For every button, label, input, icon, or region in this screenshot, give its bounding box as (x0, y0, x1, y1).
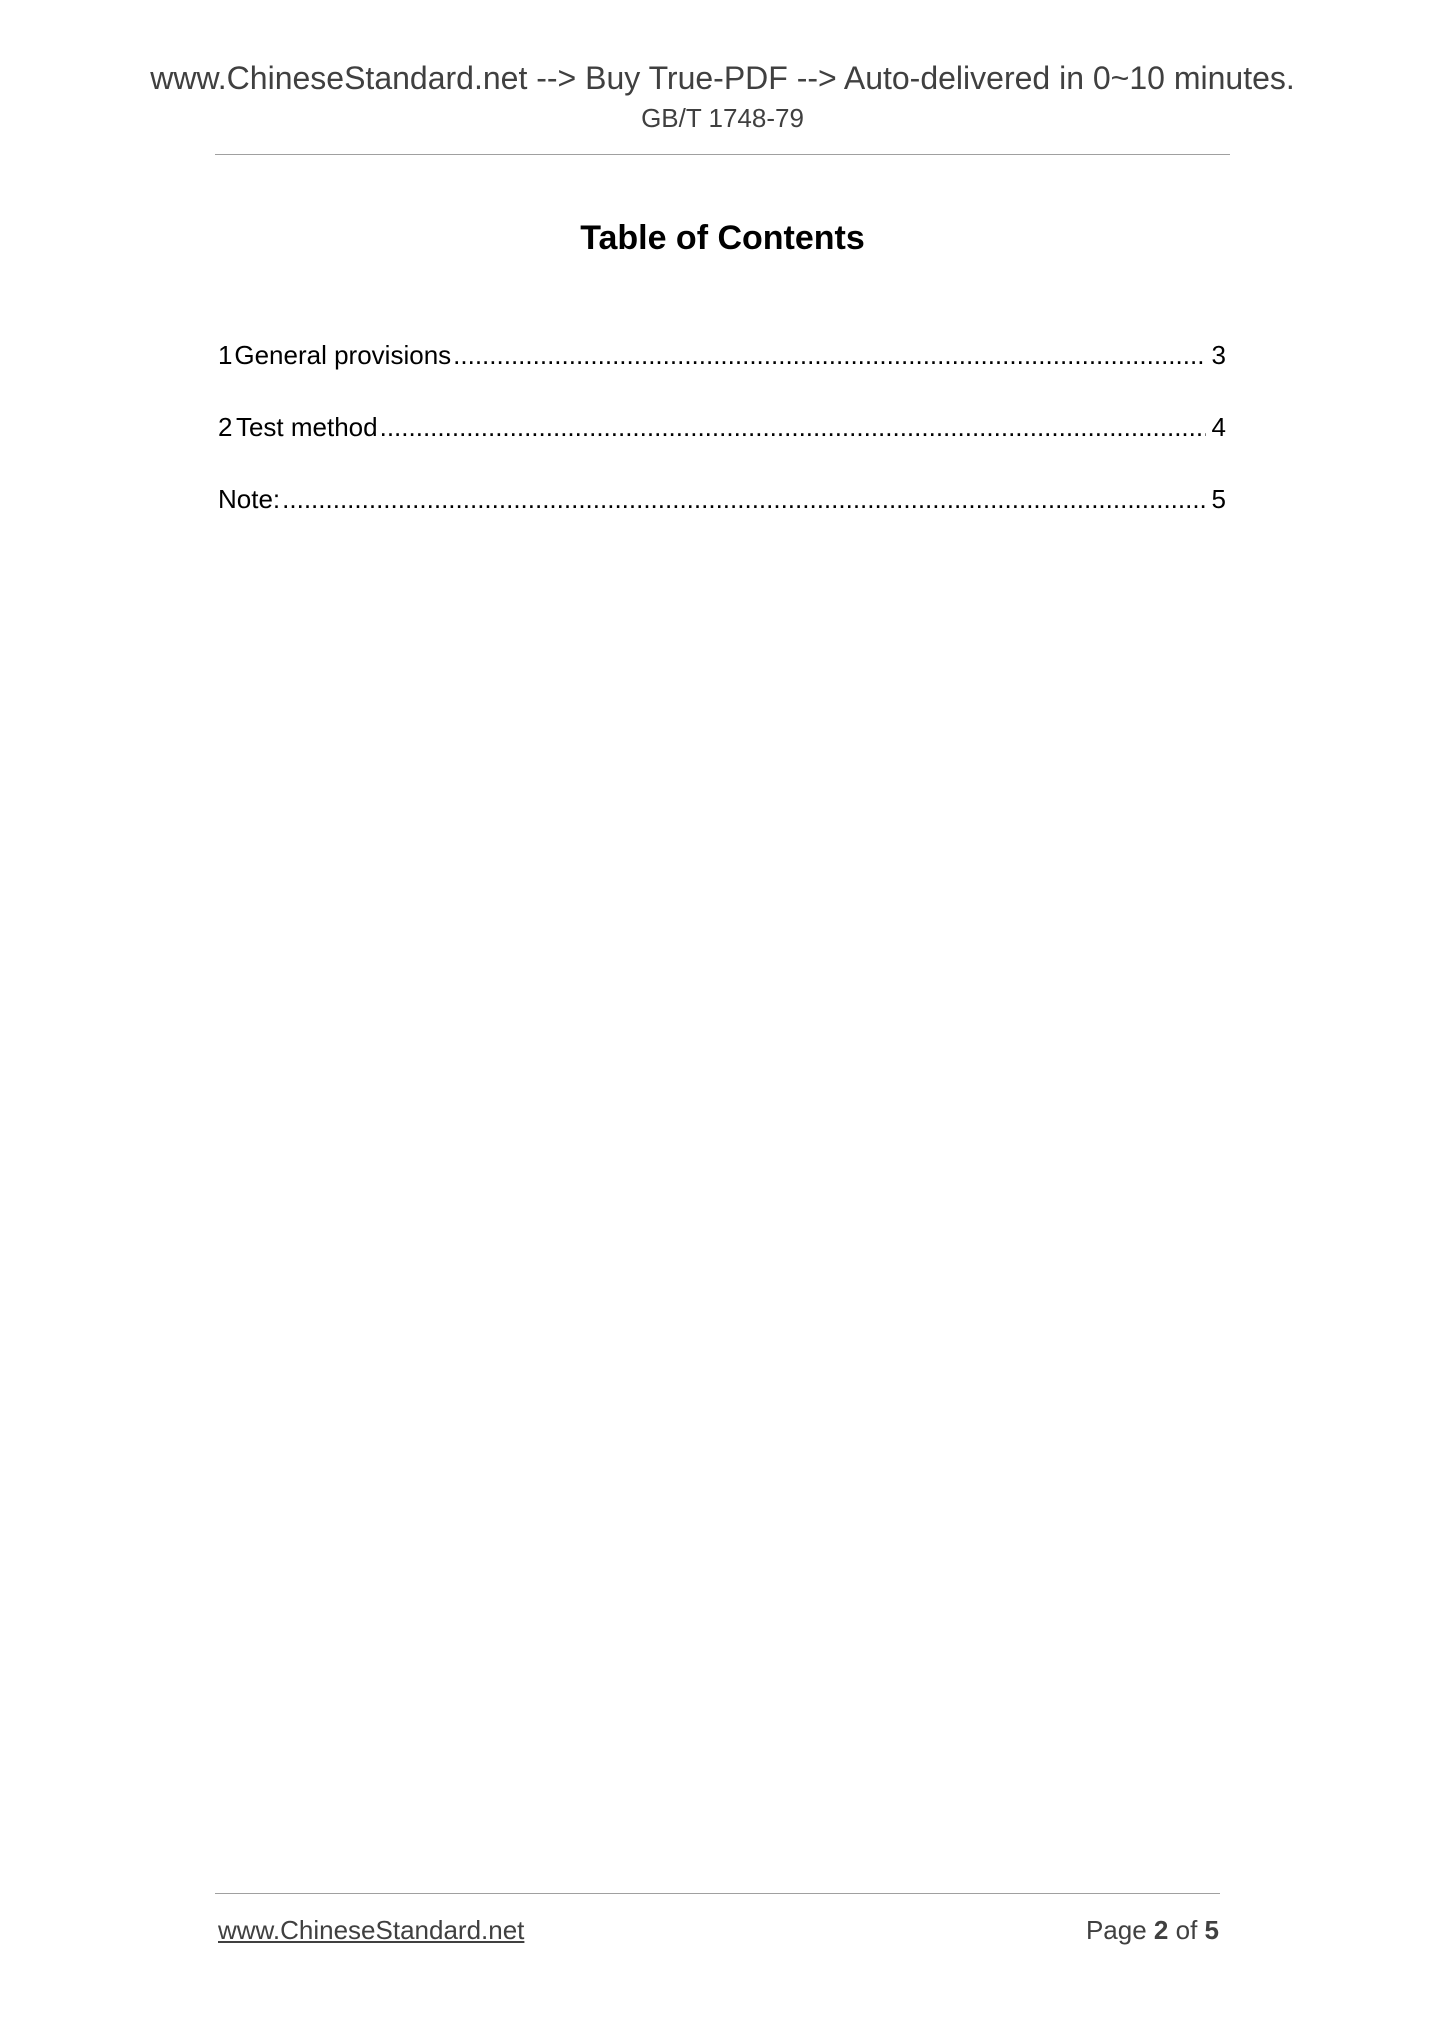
toc-entry-number: 2 (218, 412, 233, 442)
toc-entry-label: General provisions (234, 340, 452, 370)
toc-entry-page: 3 (1211, 340, 1226, 370)
page-prefix: Page (1085, 1915, 1147, 1945)
header-divider (215, 154, 1230, 155)
toc-dot-leader (380, 410, 1206, 444)
toc-dot-leader (453, 338, 1205, 372)
toc-entry-general-provisions[interactable] (218, 338, 1226, 372)
footer-site-link[interactable]: www.ChineseStandard.net (218, 1915, 525, 1945)
toc-entry-label: Note: (218, 484, 281, 514)
toc-entry-page: 5 (1211, 484, 1226, 514)
toc-entry-label: Test method (235, 412, 378, 442)
total-pages-number: 5 (1204, 1915, 1219, 1945)
page-indicator (1086, 1913, 1219, 1947)
footer-divider (215, 1893, 1220, 1894)
page-separator: of (1175, 1915, 1198, 1945)
toc-dot-leader (282, 482, 1205, 516)
toc-entry-note[interactable] (218, 482, 1226, 516)
toc-entry-page: 4 (1211, 412, 1226, 442)
current-page-number: 2 (1153, 1915, 1169, 1945)
toc-entry-number: 1 (218, 340, 233, 370)
standard-code: GB/T 1748-79 (641, 103, 804, 133)
header-banner: www.ChineseStandard.net --> Buy True-PDF --> Auto-delivered in 0~10 minutes. (150, 60, 1295, 96)
toc-entry-test-method[interactable] (218, 410, 1226, 444)
toc-title: Table of Contents (580, 219, 865, 257)
